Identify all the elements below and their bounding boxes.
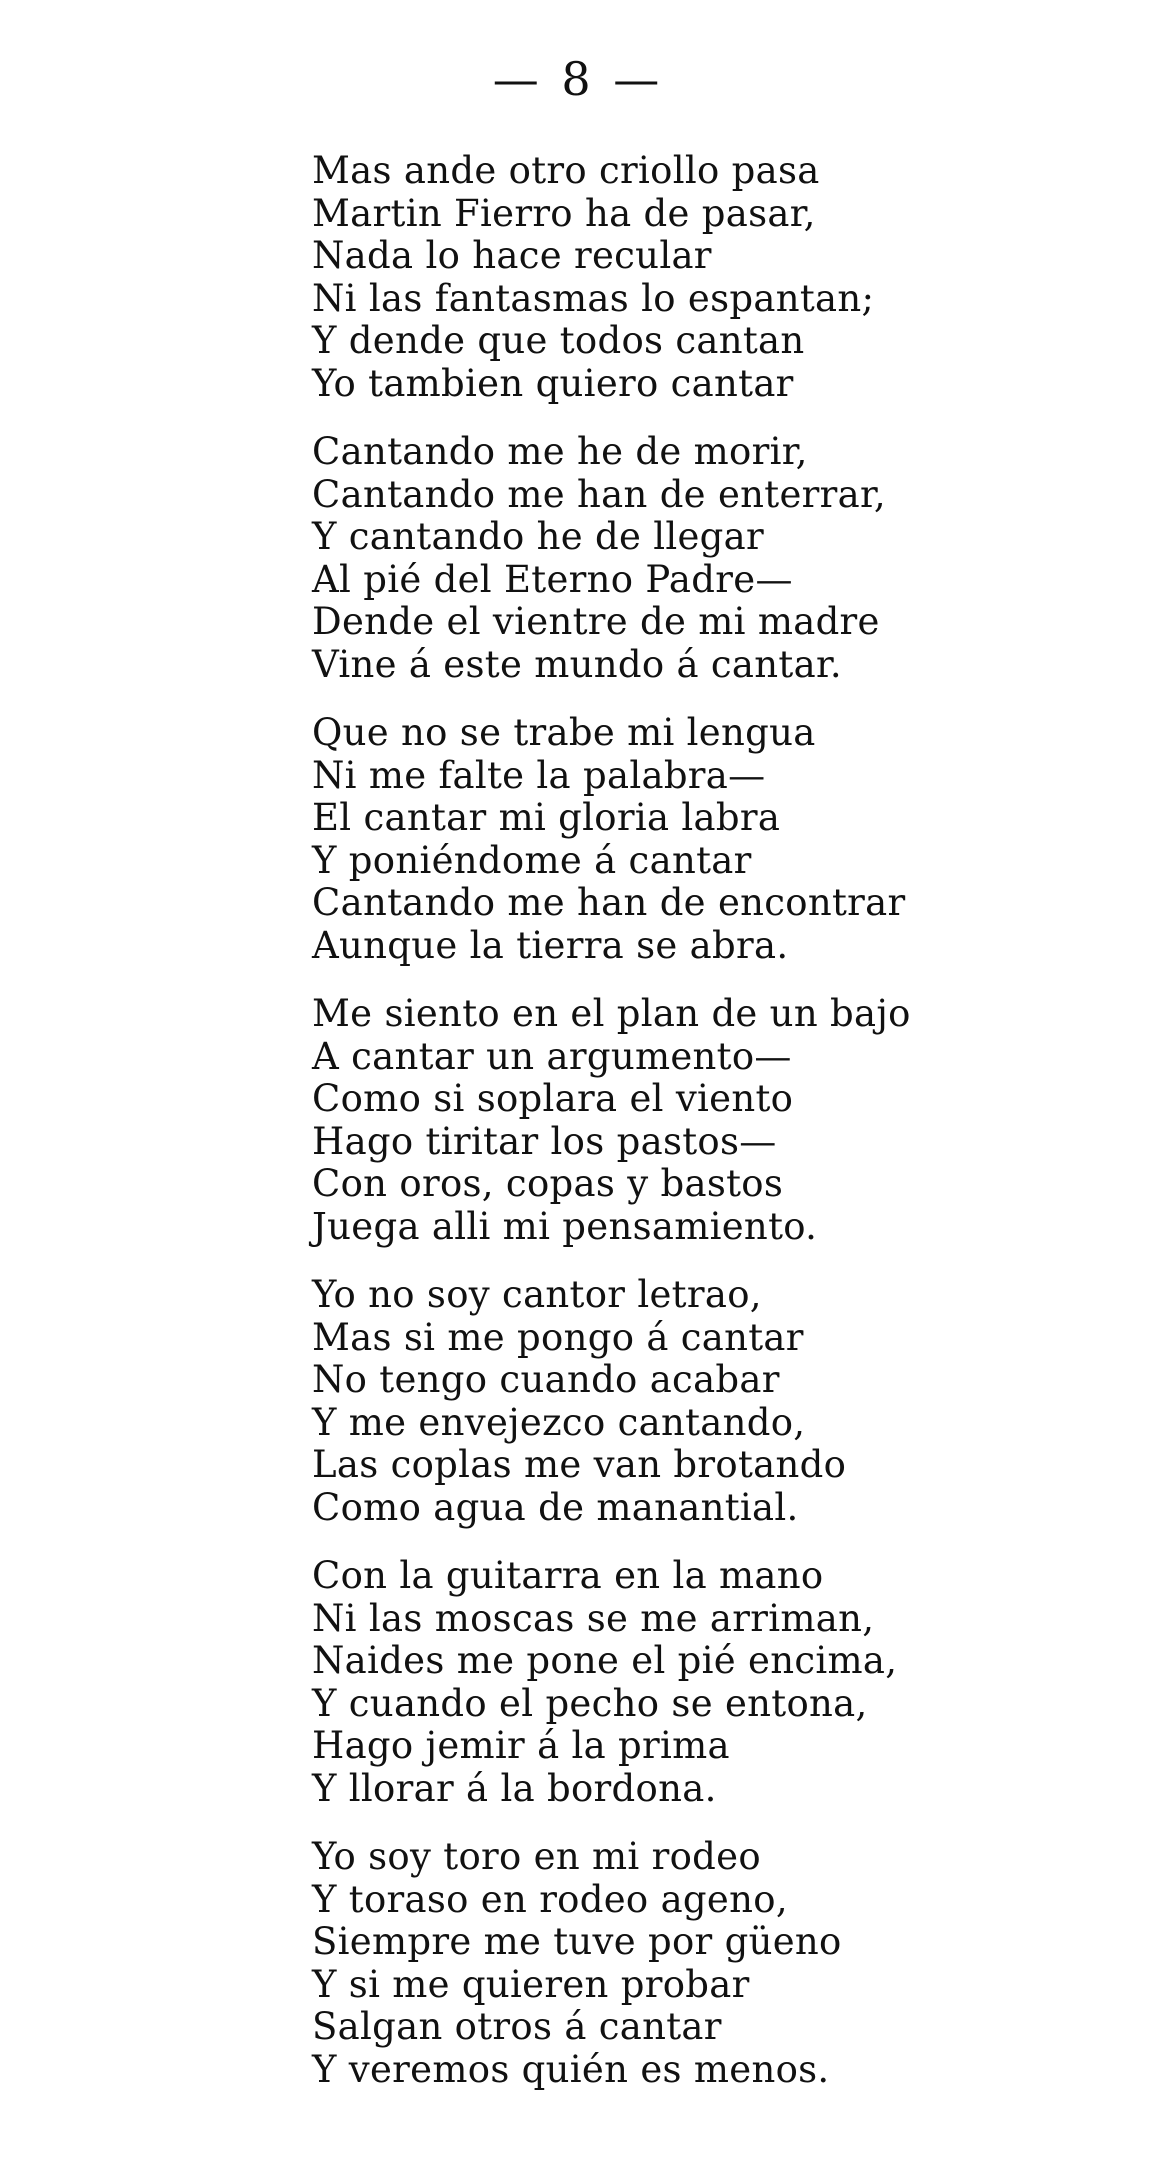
poem-line: Yo tambien quiero cantar [312,361,794,405]
poem-line: Con oros, copas y bastos [312,1162,784,1205]
poem-line: Que no se trabe mi lengua [312,711,816,754]
poem-line: Salgan otros á cantar [312,2005,722,2048]
poem-line: Y toraso en rodeo ageno, [312,1877,788,1921]
poem-line: Hago tiritar los pastos— [312,1119,777,1163]
poem-line: Me siento en el plan de un bajo [312,992,911,1035]
poem-line: Yo no soy cantor letrao, [312,1273,762,1316]
poem-line: Mas si me pongo á cantar [312,1315,804,1359]
poem-line: Nada lo hace recular [312,234,712,277]
poem-line: El cantar mi gloria labra [312,796,781,839]
poem-line: Cantando me han de encontrar [312,881,906,924]
poem-line: Y veremos quién es menos. [312,2047,830,2091]
poem-line: Aunque la tierra se abra. [312,923,789,967]
page-number: — 8 — [492,52,664,106]
poem-line: Y cantando he de llegar [312,515,765,558]
poem-line: Y si me quieren probar [312,1962,750,2006]
poem-line: Como si soplara el viento [312,1077,794,1120]
stanza-1 [312,150,1132,405]
poem-line: Dende el vientre de mi madre [312,600,880,643]
poem [312,150,1132,2117]
poem-line: Al pié del Eterno Padre— [312,557,793,601]
poem-line: Y cuando el pecho se entona, [312,1681,868,1725]
poem-line: Las coplas me van brotando [312,1443,847,1486]
poem-line: Ni las moscas se me arriman, [312,1596,875,1640]
stanza-5 [312,1274,1132,1529]
poem-line: Ni me falte la palabra— [312,753,766,797]
poem-line: A cantar un argumento— [312,1034,792,1078]
poem-line: Naides me pone el pié encima, [312,1639,898,1682]
poem-line: Martin Fierro ha de pasar, [312,191,816,235]
poem-line: Cantando me he de morir, [312,430,808,473]
poem-line: Mas ande otro criollo pasa [312,149,820,192]
poem-line: Siempre me tuve por güeno [312,1920,842,1963]
poem-line: Vine á este mundo á cantar. [312,642,842,686]
poem-line: Juega alli mi pensamiento. [312,1204,818,1248]
stanza-4 [312,993,1132,1248]
poem-line: Y me envejezco cantando, [312,1400,806,1444]
stanza-3 [312,712,1132,967]
poem-line: Ni las fantasmas lo espantan; [312,276,875,320]
poem-line: Y dende que todos cantan [312,319,805,362]
poem-line: Como agua de manantial. [312,1485,799,1529]
poem-line: Con la guitarra en la mano [312,1554,824,1597]
poem-line: Y poniéndome á cantar [312,838,752,882]
stanza-7 [312,1836,1132,2091]
poem-line: Y llorar á la bordona. [312,1766,717,1810]
poem-line: Cantando me han de enterrar, [312,472,886,516]
stanza-6 [312,1555,1132,1810]
stanza-2 [312,431,1132,686]
poem-line: No tengo cuando acabar [312,1358,780,1401]
poem-line: Yo soy toro en mi rodeo [312,1835,761,1878]
poem-line: Hago jemir á la prima [312,1724,730,1767]
